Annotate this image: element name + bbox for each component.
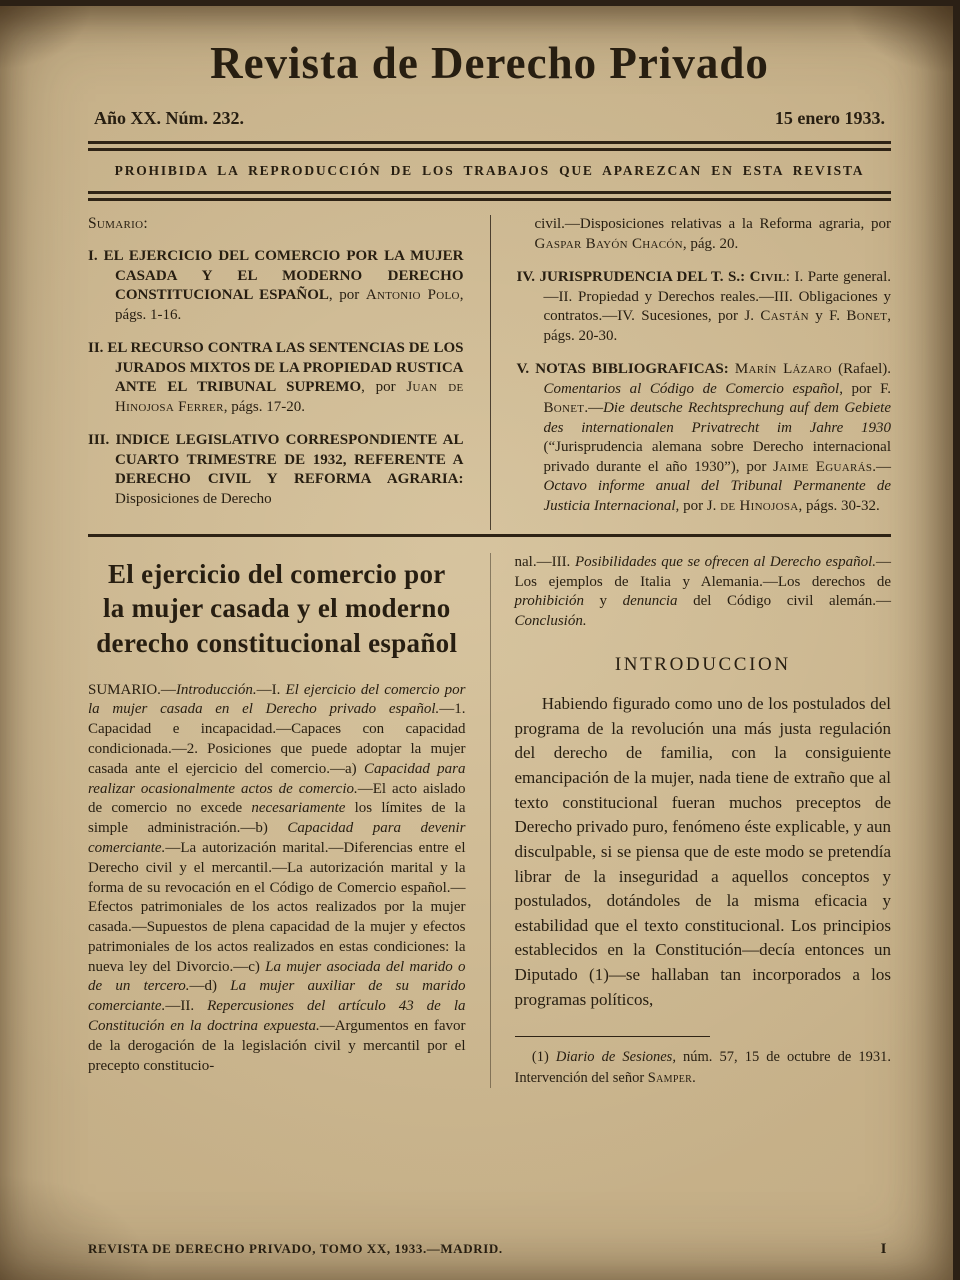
issue-number: Año XX. Núm. 232. xyxy=(94,108,245,129)
rule-bar xyxy=(88,198,891,201)
journal-title: Revista de Derecho Privado xyxy=(210,38,769,88)
reproduction-notice: PROHIBIDA LA REPRODUCCIÓN DE LOS TRABAJOS QUE APAREZCAN EN ESTA REVISTA xyxy=(114,163,865,179)
toc-item-3-continued: civil.—Disposiciones relativas a la Reforma agraria, por Gaspar Bayón Chacón, pág. 20. xyxy=(534,216,891,252)
toc-item-4: IV. JURISPRUDENCIA DEL T. S.: Civil: I. Parte general.—II. Propiedad y Derechos reales.—III. Obligaciones y contratos.—IV. Sucesiones, por J. Castán y F. Bonet, págs. 20-30. xyxy=(516,269,891,344)
article-title: El ejercicio del comercio por la mujer casada y el moderno derecho constitucional español xyxy=(96,558,458,658)
introduction-heading: INTRODUCCION xyxy=(614,654,791,676)
rule-bar xyxy=(88,141,891,144)
journal-page xyxy=(0,6,953,1280)
footnote-divider xyxy=(515,1036,710,1037)
page-number: I xyxy=(880,1241,887,1257)
issue-row xyxy=(88,108,891,129)
article-left-column xyxy=(88,553,490,1088)
footnote: (1) Diario de Sesiones, núm. 57, 15 de octubre de 1931. Intervención del señor Samper. xyxy=(514,1049,891,1086)
toc-item-3: III. INDICE LEGISLATIVO CORRESPONDIENTE AL CUARTO TRIMESTRE DE 1932, REFERENTE A DERECHO CIVIL Y REFORMA AGRARIA: Disposiciones de Derecho xyxy=(88,432,464,507)
introduction-paragraph: Habiendo figurado como uno de los postulados del programa de la revolución una más justa regulación del derecho de familia, con la consiguiente emancipación de la mujer, nada tiene de extraño que al texto constitucional fueran muchos preceptos de Derecho privado puro, fenómeno éste explicable, y aun disculpable, si se piensa que de este modo se pretendía librar de la inseguridad a aquellos conceptos y postulados, dotándoles de la misma eficacia y estabilidad que el texto constitucional. Los principios establecidos en la Constitución—decía entonces un Diputado (1)—se hallaban tan incorporados a los programas políticos, xyxy=(514,694,891,1009)
toc-item-2: II. EL RECURSO CONTRA LAS SENTENCIAS DE LOS JURADOS MIXTOS DE LA PROPIEDAD RUSTICA ANTE EL TRIBUNAL SUPREMO, por Juan de Hinojosa Ferrer, págs. 17-20. xyxy=(88,340,464,415)
double-rule-top xyxy=(88,141,891,151)
rule-bar xyxy=(88,191,891,194)
page-footer xyxy=(88,1241,887,1258)
issue-date: 15 enero 1933. xyxy=(774,108,885,129)
toc-label: Sumario: xyxy=(88,215,148,233)
article-section xyxy=(88,553,891,1088)
double-rule-notice xyxy=(88,191,891,201)
rule-bar xyxy=(88,148,891,151)
article-summary: SUMARIO.—Introducción.—I. El ejercicio del comercio por la mujer casada en el Derecho privado español.—1. Capacidad e incapacidad.—Capaces con capacidad condicionada.—2. Posiciones que puede adoptar la mujer casada ante el ejercicio del comercio.—a) Capacidad para realizar ocasionalmente actos de comercio.—El acto aislado de comercio no excede necesariamente los límites de la simple administración.—b) Capacidad para devenir comerciante.—La autorización marital.—Diferencias entre el Derecho civil y el mercantil.—La autorización marital y la forma de su revocación en el Código de Comercio español.—Efectos patrimoniales de los actos realizados por la mujer casada.—Supuestos de plena capacidad de la mujer y efectos patrimoniales de los actos realizados en estas condiciones: la nueva ley del Divorcio.—c) La mujer asociada del marido o de un tercero.—d) La mujer auxiliar de su marido comerciante.—II. Repercusiones del artículo 43 de la Constitución en la doctrina expuesta.—Argumentos en favor de la derogación de la legislación civil y mercantil por el precepto constitucio- xyxy=(88,681,466,1074)
footer-imprint: REVISTA DE DERECHO PRIVADO, TOMO XX, 1933.—MADRID. xyxy=(88,1241,503,1256)
toc-section xyxy=(88,215,891,530)
toc-item-5: V. NOTAS BIBLIOGRAFICAS: Marín Lázaro (Rafael). Comentarios al Código de Comercio español, por F. Bonet.—Die deutsche Rechtsprechung auf dem Gebiete des internationalen Privatrecht im Jahre 1930 (“Jurisprudencia alemana sobre Derecho internacional privado durante el año 1930”), por Jaime Eguarás.—Octavo informe anual del Tribunal Permanente de Justicia Internacional, por J. de Hinojosa, págs. 30-32. xyxy=(516,361,891,514)
article-right-column xyxy=(490,553,892,1088)
toc-left-column xyxy=(88,215,490,530)
toc-right-column xyxy=(490,215,892,530)
article-summary-continued: nal.—III. Posibilidades que se ofrecen al Derecho español.—Los ejemplos de Italia y Alemania.—Los derechos de prohibición y denuncia del Código civil alemán.—Conclusión. xyxy=(514,553,892,630)
toc-item-1: I. EL EJERCICIO DEL COMERCIO POR LA MUJER CASADA Y EL MODERNO DERECHO CONSTITUCIONAL ESPAÑOL, por Antonio Polo, págs. 1-16. xyxy=(88,248,464,323)
section-divider-rule xyxy=(88,534,891,537)
